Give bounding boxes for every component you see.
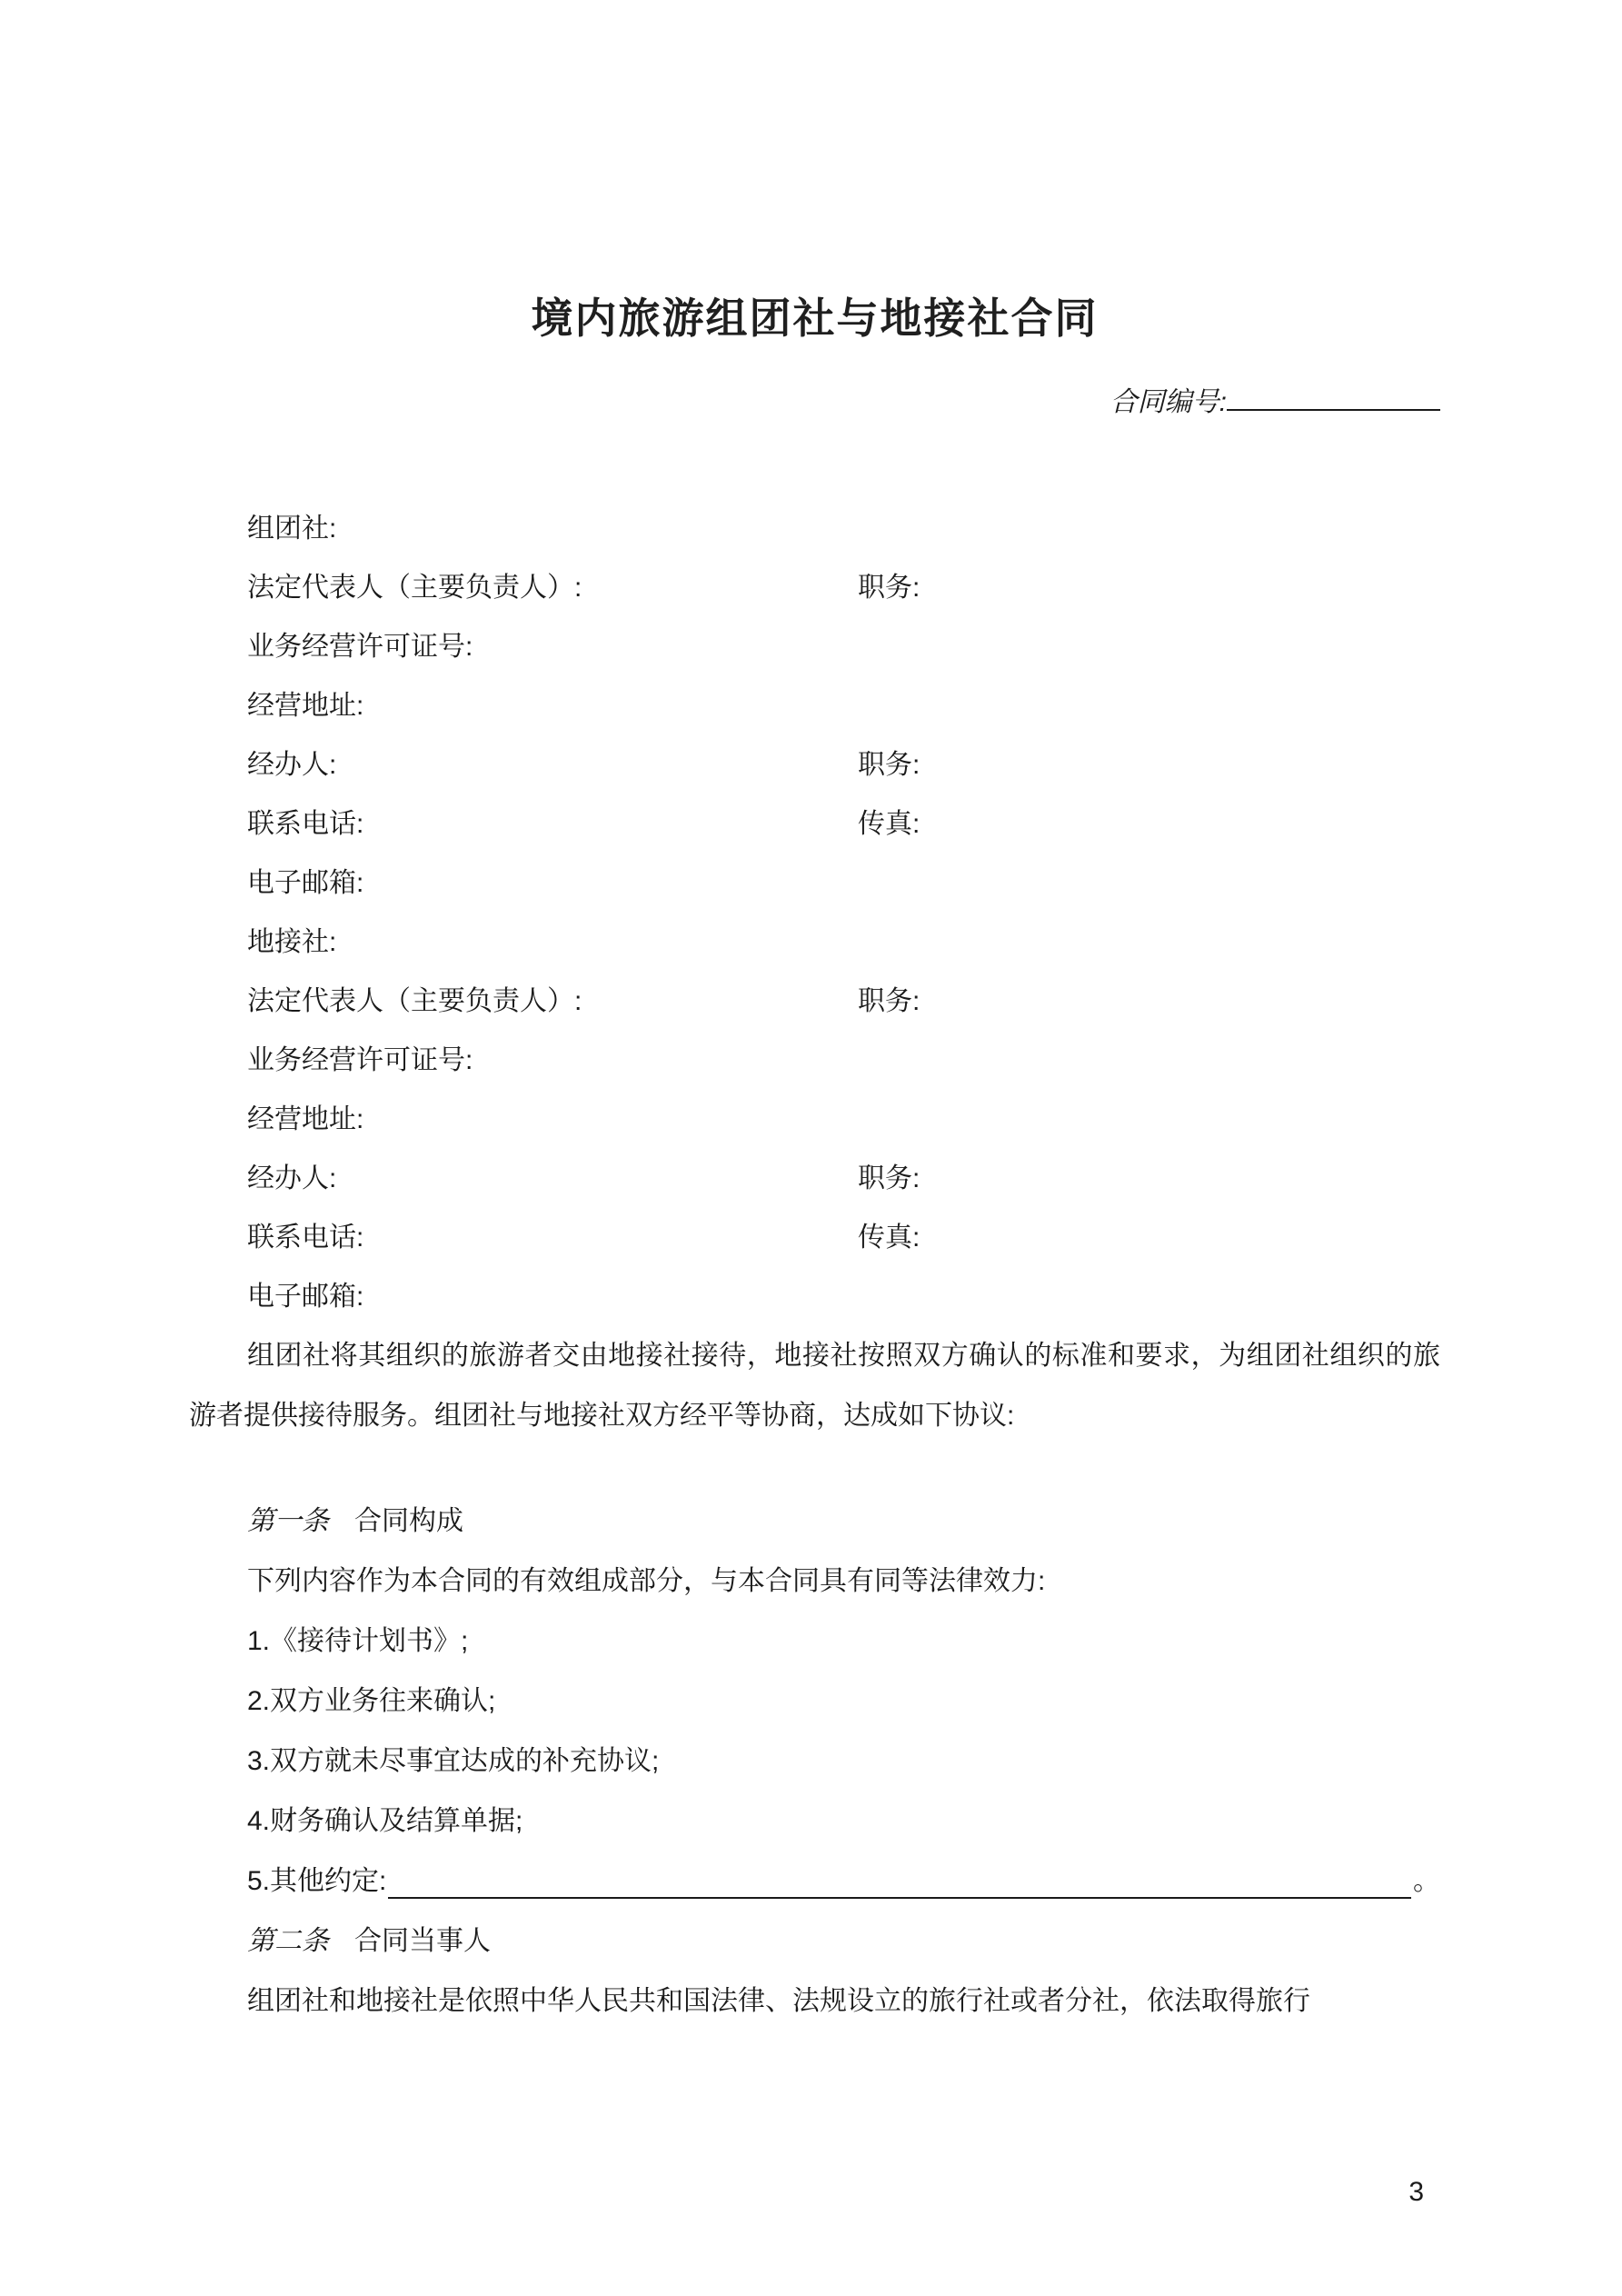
field-label: 组团社:: [247, 514, 337, 544]
form-row-legal-rep: [189, 558, 1440, 617]
form-row-phone-2: [189, 1208, 1440, 1267]
page-number: 3: [1408, 2177, 1424, 2207]
field-label: 经办人:: [247, 750, 337, 780]
intro-paragraph: 组团社将其组织的旅游者交由地接社接待，地接社按照双方确认的标准和要求，为组团社组织的旅游者提供接待服务。组团社与地接社双方经平等协商，达成如下协议:: [189, 1341, 1440, 1431]
article-2-title: 合同当事人: [354, 1926, 491, 1956]
contract-number-line: [189, 378, 1440, 422]
form-row-address-2: [189, 1090, 1440, 1149]
clause-item-3: 3.双方就未尽事宜达成的补充协议;: [247, 1746, 660, 1776]
field-label: 联系电话:: [247, 1223, 364, 1253]
field-label: 地接社:: [247, 927, 337, 957]
field-label: 经办人:: [247, 1163, 337, 1193]
form-row-email: [189, 854, 1440, 913]
form-row-address: [189, 676, 1440, 735]
page-title: 境内旅游组团社与地接社合同: [531, 294, 1099, 342]
form-row-handler-2: [189, 1149, 1440, 1208]
form-row-organizer: [189, 499, 1440, 558]
clause-item-4: 4.财务确认及结算单据;: [247, 1806, 523, 1836]
clause-item-1: 1.《接待计划书》;: [247, 1626, 469, 1656]
clause-item-5: [189, 1852, 1440, 1912]
field-label-right: 职务:: [858, 986, 920, 1016]
form-row-license-no-2: [189, 1031, 1440, 1090]
article-1-lead: 下列内容作为本合同的有效组成部分，与本合同具有同等法律效力:: [247, 1566, 1046, 1596]
field-label-right: 职务:: [858, 750, 920, 780]
article-1-number: 第一条: [247, 1506, 329, 1536]
form-row-ground-agent: [189, 913, 1440, 972]
contract-number-blank-line: [1227, 378, 1440, 411]
field-label-right: 职务:: [858, 573, 920, 603]
field-label: 法定代表人（主要负责人）:: [247, 573, 582, 603]
field-label-right: 职务:: [858, 1163, 920, 1193]
form-row-legal-rep-2: [189, 972, 1440, 1031]
field-label: 法定代表人（主要负责人）:: [247, 986, 582, 1016]
field-label-right: 传真:: [858, 809, 920, 839]
form-row-handler: [189, 735, 1440, 794]
form-row-email-2: [189, 1267, 1440, 1326]
field-label: 电子邮箱:: [247, 1282, 364, 1312]
field-label: 经营地址:: [247, 691, 364, 721]
article-2-number: 第二条: [247, 1926, 329, 1956]
article-2-body: 组团社和地接社是依照中华人民共和国法律、法规设立的旅行社或者分社，依法取得旅行: [247, 1986, 1310, 2016]
contract-number-label: 合同编号:: [1110, 387, 1227, 417]
party-info-form: [189, 499, 1440, 1326]
article-1-title: 合同构成: [354, 1506, 463, 1536]
clause-item-2: 2.双方业务往来确认;: [247, 1686, 496, 1716]
article-2-heading: [189, 1912, 1440, 1972]
form-row-license-no: [189, 617, 1440, 676]
field-label: 业务经营许可证号:: [247, 632, 473, 662]
field-label: 经营地址:: [247, 1104, 364, 1134]
field-label: 联系电话:: [247, 809, 364, 839]
item5-period: 。: [1413, 1866, 1440, 1896]
article-1-heading: [189, 1492, 1440, 1552]
form-row-phone: [189, 794, 1440, 854]
field-label: 电子邮箱:: [247, 868, 364, 898]
item5-blank-line: [388, 1866, 1411, 1899]
field-label-right: 传真:: [858, 1223, 920, 1253]
item5-label: 5.其他约定:: [247, 1866, 387, 1896]
field-label: 业务经营许可证号:: [247, 1045, 473, 1075]
